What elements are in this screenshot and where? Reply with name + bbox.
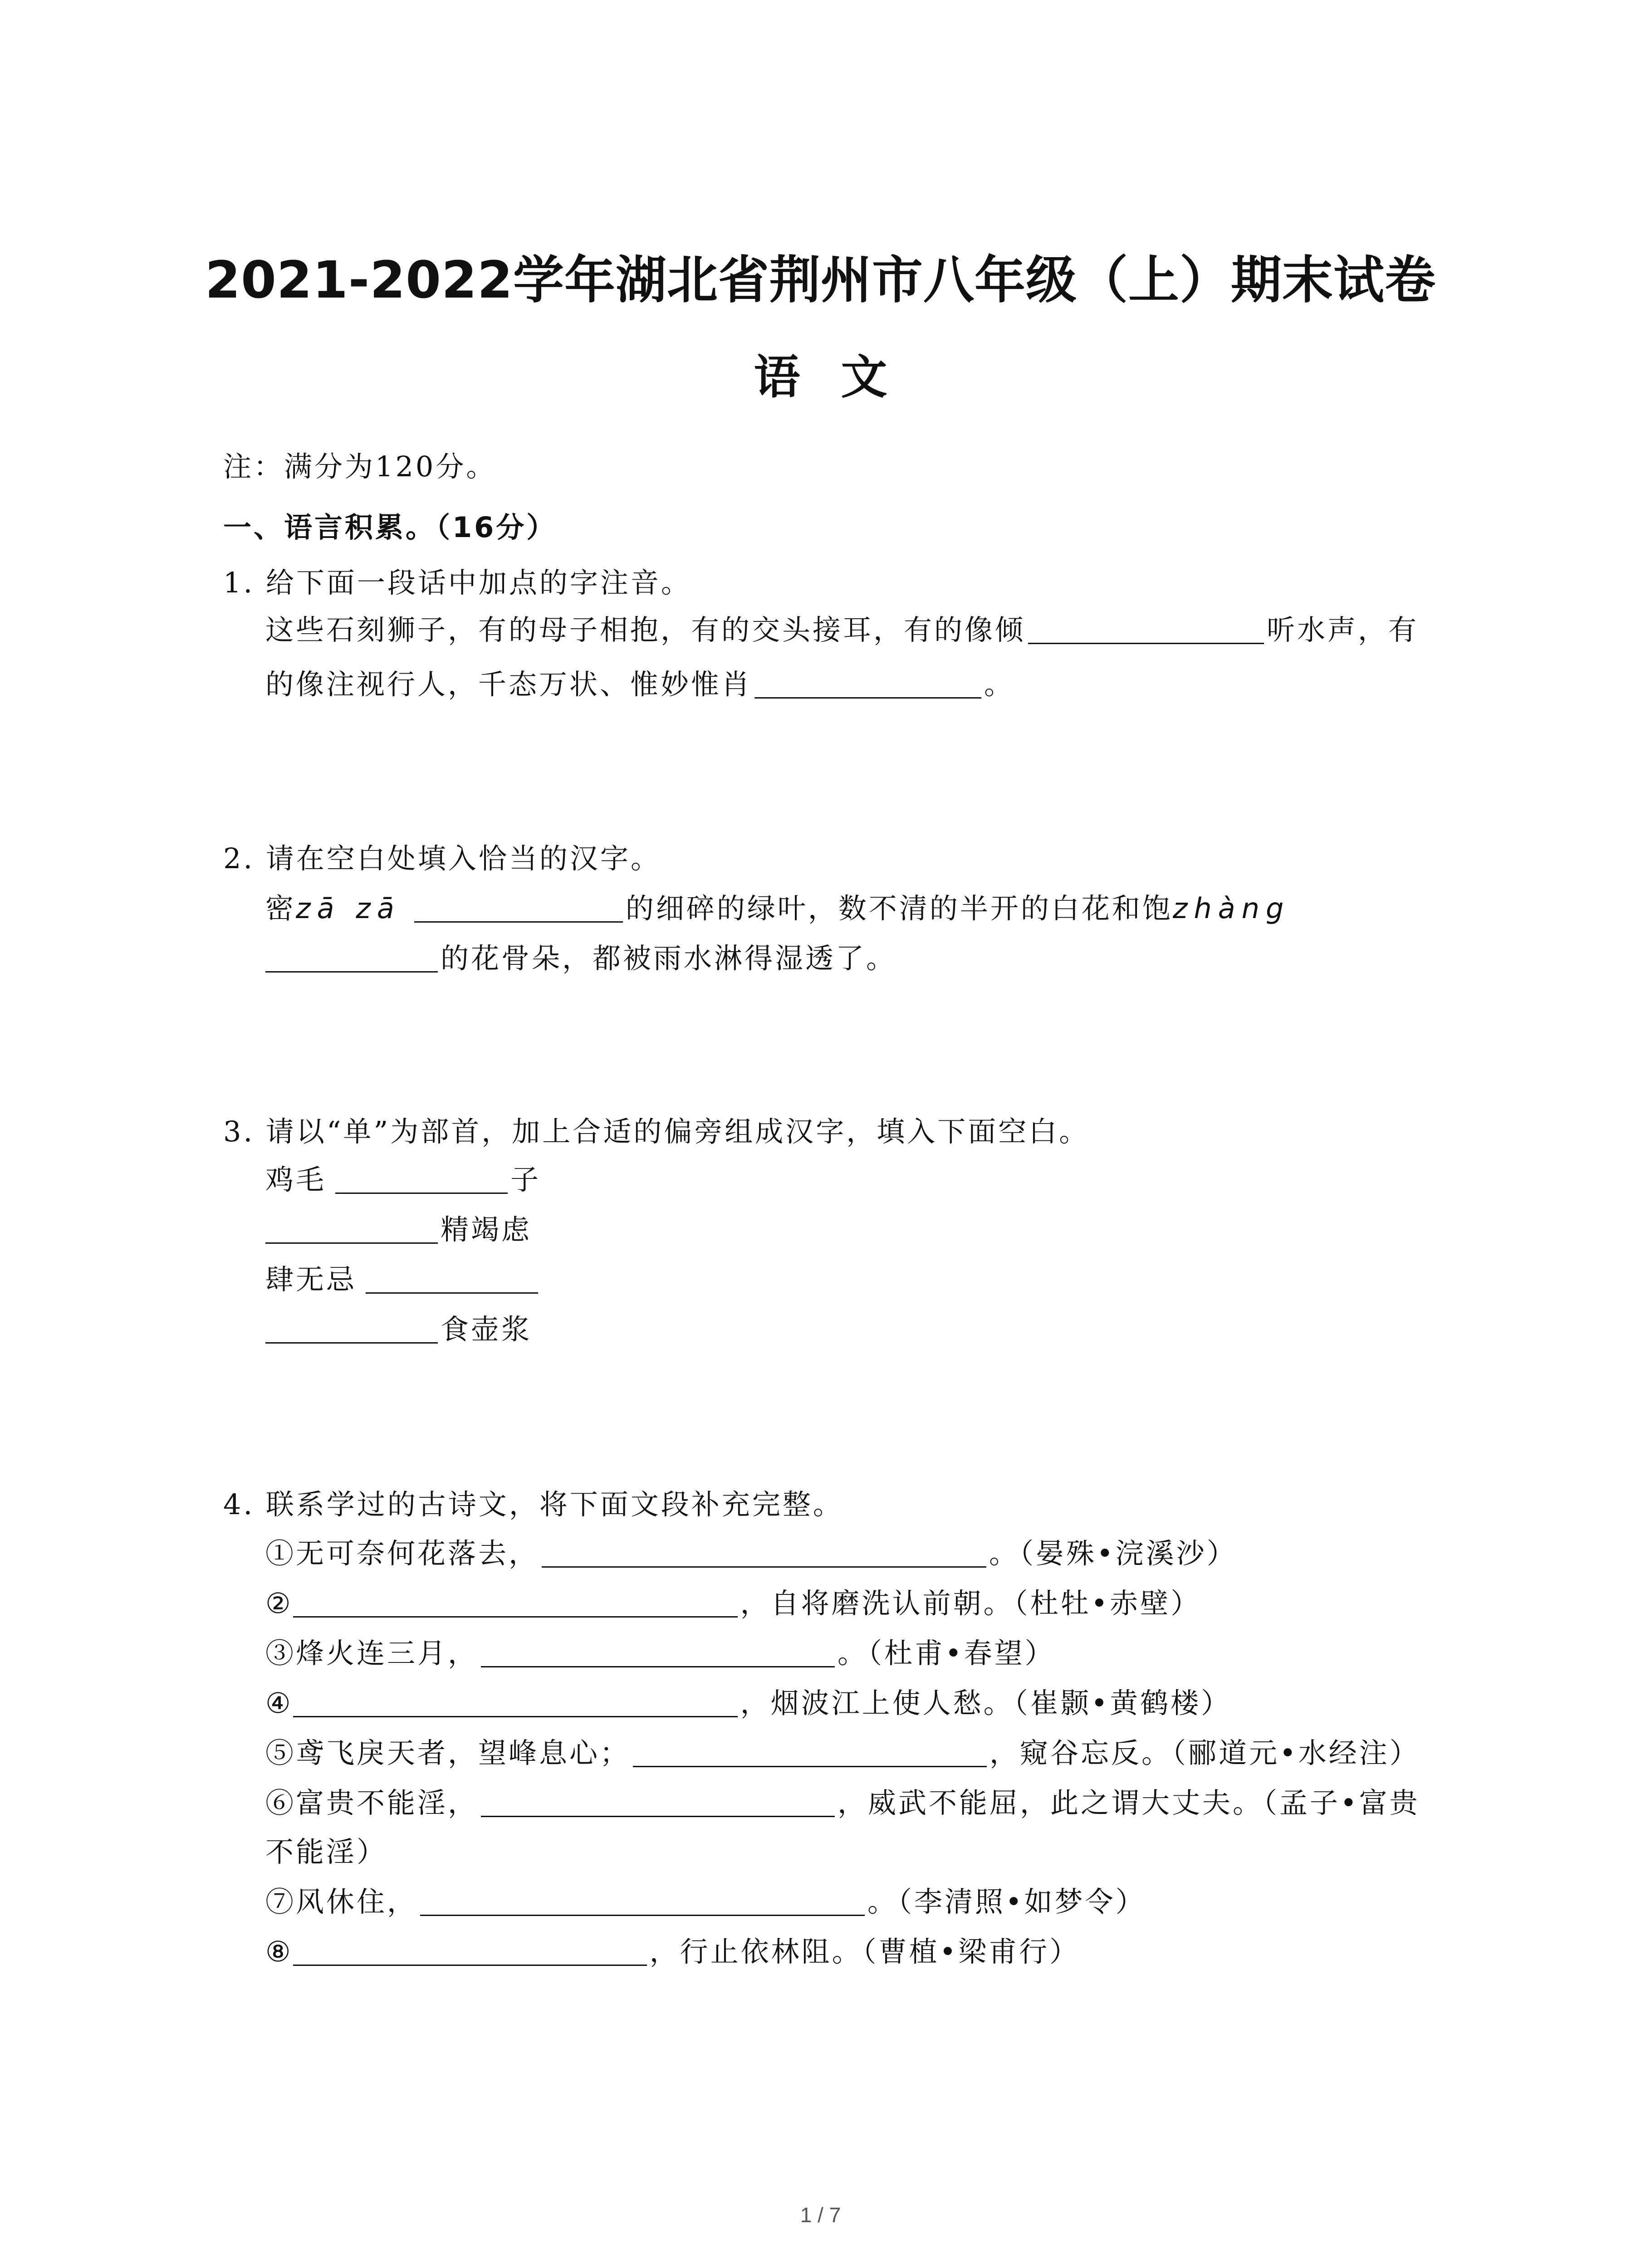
score-note: 注：满分为120分。 (223, 450, 497, 483)
answer-blank[interactable] (293, 1937, 647, 1966)
poem-line-7 (265, 1882, 1146, 1921)
poem-text: ⑥富贵不能淫， (265, 1786, 479, 1819)
answer-blank[interactable] (414, 894, 623, 923)
poem-line-8 (265, 1932, 1080, 1971)
question-1-text-d: 。 (984, 668, 1015, 701)
idiom-text: 精竭虑 (441, 1213, 532, 1246)
exam-title: 2021-2022学年湖北省荆州市八年级（上）期末试卷 (205, 251, 1436, 310)
poem-text: ③烽火连三月， (265, 1637, 479, 1670)
pinyin-zaza: zā zā (296, 892, 401, 925)
poem-line-5 (265, 1734, 1420, 1773)
poem-source: ，行止依林阻。（曹植•梁甫行） (649, 1935, 1080, 1968)
answer-blank[interactable] (293, 1689, 738, 1717)
question-3-item-4 (265, 1310, 532, 1349)
question-1-line-2 (265, 665, 1014, 704)
answer-blank[interactable] (420, 1887, 865, 1916)
question-1-prompt: 1. 给下面一段话中加点的字注音。 (223, 566, 691, 599)
poem-text: ⑤鸢飞戾天者，望峰息心； (265, 1736, 631, 1769)
question-2-prompt: 2. 请在空白处填入恰当的汉字。 (223, 842, 661, 875)
question-1-line-1 (265, 611, 1419, 650)
answer-blank[interactable] (754, 670, 981, 699)
answer-blank[interactable] (293, 1589, 738, 1618)
answer-blank[interactable] (366, 1265, 538, 1294)
question-1-text-a: 这些石刻狮子，有的母子相抱，有的交头接耳，有的像倾 (265, 613, 1026, 646)
idiom-text: 鸡毛 (265, 1163, 327, 1196)
idiom-text: 食壶浆 (441, 1313, 532, 1346)
poem-number: ④ (265, 1686, 293, 1720)
answer-blank[interactable] (1028, 616, 1264, 644)
poem-source: ，烟波江上使人愁。（崔颢•黄鹤楼） (740, 1686, 1232, 1720)
poem-source: 。（李清照•如梦令） (867, 1885, 1146, 1918)
poem-text: ⑦风休住， (265, 1885, 418, 1918)
poem-source: ，威武不能屈，此之谓大丈夫。（孟子•富贵 (838, 1786, 1420, 1819)
question-3-item-1 (265, 1160, 541, 1199)
poem-line-3 (265, 1634, 1055, 1673)
answer-blank[interactable] (335, 1165, 508, 1194)
page-number: 1 / 7 (800, 2203, 841, 2227)
answer-blank[interactable] (265, 1315, 438, 1344)
subject-heading: 语文 (754, 351, 928, 405)
answer-blank[interactable] (481, 1789, 835, 1817)
idiom-text: 肆无忌 (265, 1263, 357, 1296)
question-3-item-2 (265, 1210, 532, 1249)
answer-blank[interactable] (265, 1215, 438, 1244)
poem-line-6-cont: 不能淫） (265, 1835, 387, 1868)
section-1-heading: 一、语言积累。（16分） (223, 511, 557, 544)
question-2-line-2 (265, 939, 896, 978)
pinyin-zhang: zhàng (1172, 892, 1290, 925)
question-1-text-c: 的像注视行人，千态万状、惟妙惟肖 (265, 668, 752, 701)
poem-number: ② (265, 1587, 293, 1620)
question-2-text-a: 密 (265, 892, 296, 925)
poem-source: 。（杜甫•春望） (838, 1637, 1055, 1670)
poem-source: ，自将磨洗认前朝。（杜牡•赤壁） (740, 1587, 1201, 1620)
poem-line-4 (265, 1684, 1231, 1723)
idiom-text: 子 (510, 1163, 541, 1196)
poem-line-6 (265, 1784, 1420, 1823)
question-3-prompt: 3. 请以“单”为部首，加上合适的偏旁组成汉字，填入下面空白。 (223, 1115, 1090, 1148)
question-1-text-b: 听水声，有 (1267, 613, 1419, 646)
question-4-prompt: 4. 联系学过的古诗文，将下面文段补充完整。 (223, 1488, 843, 1521)
poem-number: ⑧ (265, 1935, 293, 1968)
poem-line-2 (265, 1584, 1201, 1623)
poem-source: 。（晏殊•浣溪沙） (989, 1537, 1237, 1570)
answer-blank[interactable] (265, 944, 438, 973)
question-2-text-b: 的细碎的绿叶，数不清的半开的白花和饱 (625, 892, 1173, 925)
answer-blank[interactable] (633, 1739, 987, 1767)
question-2-line-1 (265, 889, 1290, 928)
poem-line-1 (265, 1534, 1237, 1573)
poem-text: ①无可奈何花落去， (265, 1537, 539, 1570)
question-2-text-c: 的花骨朵，都被雨水淋得湿透了。 (441, 942, 897, 975)
answer-blank[interactable] (481, 1639, 835, 1667)
question-3-item-3 (265, 1260, 541, 1299)
poem-source: ，窥谷忘反。（郦道元•水经注） (989, 1736, 1420, 1769)
answer-blank[interactable] (542, 1539, 986, 1568)
